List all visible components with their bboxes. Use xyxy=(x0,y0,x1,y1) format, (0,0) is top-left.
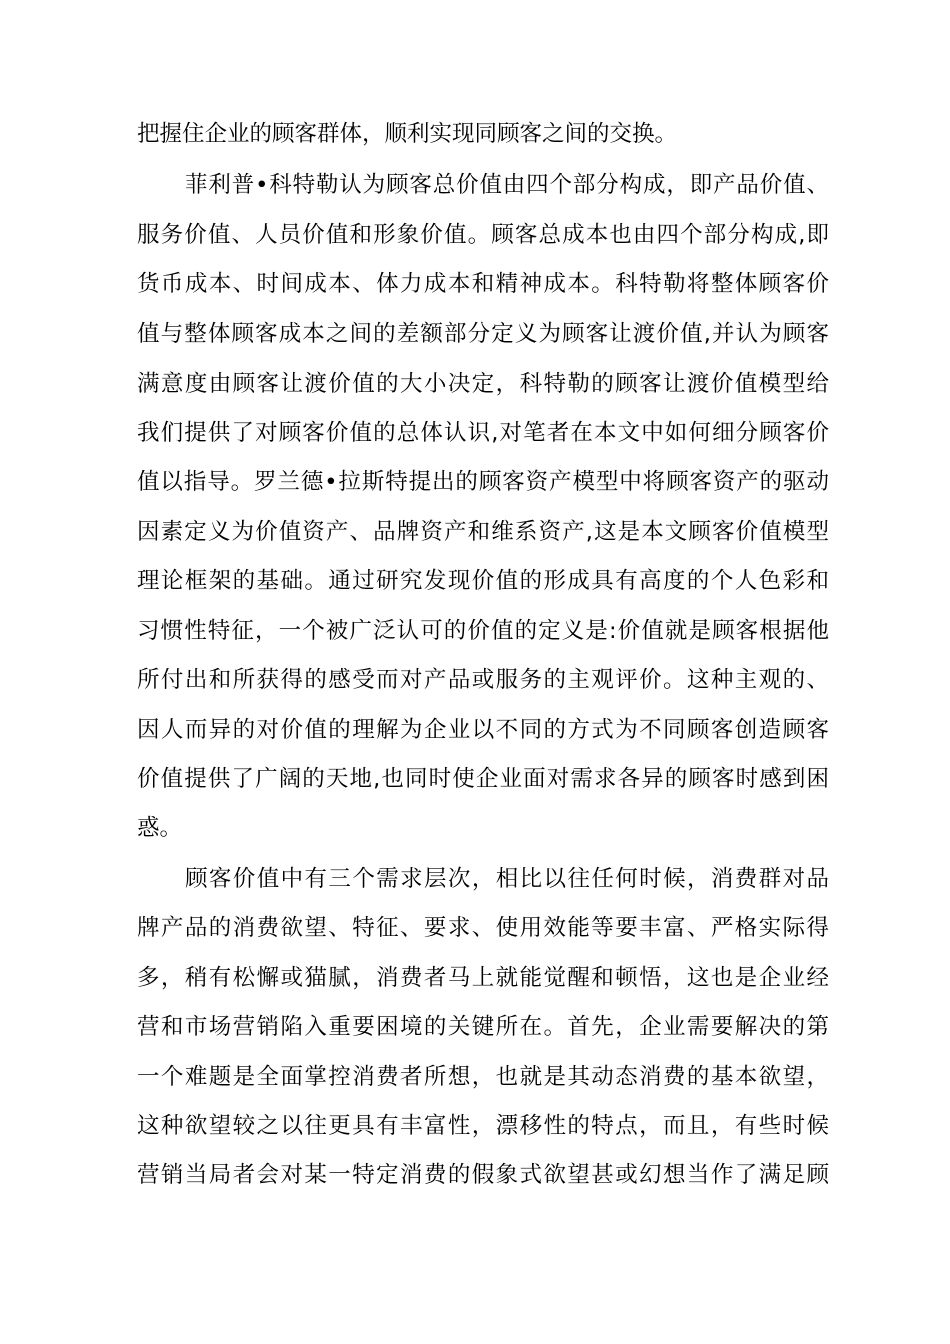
text-line: 理论框架的基础。通过研究发现价值的形成具有高度的个人色彩和 xyxy=(137,568,829,594)
text-line: 值与整体顾客成本之间的差额部分定义为顾客让渡价值,并认为顾客 xyxy=(137,321,829,347)
text-line: 多，稍有松懈或猫腻，消费者马上就能觉醒和顿悟，这也是企业经 xyxy=(137,965,829,991)
text-line: 我们提供了对顾客价值的总体认识,对笔者在本文中如何细分顾客价 xyxy=(137,420,829,446)
text-line: 因人而异的对价值的理解为企业以不同的方式为不同顾客创造顾客 xyxy=(137,717,829,743)
text-line: 因素定义为价值资产、品牌资产和维系资产,这是本文顾客价值模型 xyxy=(137,519,829,545)
text-line: 牌产品的消费欲望、特征、要求、使用效能等要丰富、严格实际得 xyxy=(137,915,829,941)
text-line: 这种欲望较之以往更具有丰富性，漂移性的特点，而且，有些时候 xyxy=(137,1113,829,1139)
text-line: 菲利普•科特勒认为顾客总价值由四个部分构成，即产品价值、 xyxy=(185,172,829,198)
text-line: 满意度由顾客让渡价值的大小决定，科特勒的顾客让渡价值模型给 xyxy=(137,371,829,397)
text-line: 所付出和所获得的感受而对产品或服务的主观评价。这种主观的、 xyxy=(137,667,829,693)
text-line: 服务价值、人员价值和形象价值。顾客总成本也由四个部分构成,即 xyxy=(137,222,829,248)
text-line: 一个难题是全面掌控消费者所想，也就是其动态消费的基本欲望， xyxy=(137,1064,829,1090)
text-line: 营和市场营销陷入重要困境的关键所在。首先，企业需要解决的第 xyxy=(137,1014,829,1040)
text-line: 营销当局者会对某一特定消费的假象式欲望甚或幻想当作了满足顾 xyxy=(137,1162,829,1188)
text-line: 货币成本、时间成本、体力成本和精神成本。科特勒将整体顾客价 xyxy=(137,271,829,297)
text-line: 顾客价值中有三个需求层次，相比以往任何时候，消费群对品 xyxy=(185,866,829,892)
text-line: 习惯性特征，一个被广泛认可的价值的定义是:价值就是顾客根据他 xyxy=(137,618,829,644)
text-line: 惑。 xyxy=(137,815,183,841)
text-line: 把握住企业的顾客群体，顺利实现同顾客之间的交换。 xyxy=(137,121,678,147)
text-line: 值以指导。罗兰德•拉斯特提出的顾客资产模型中将顾客资产的驱动 xyxy=(137,469,829,495)
text-line: 价值提供了广阔的天地,也同时使企业面对需求各异的顾客时感到困 xyxy=(137,766,829,792)
